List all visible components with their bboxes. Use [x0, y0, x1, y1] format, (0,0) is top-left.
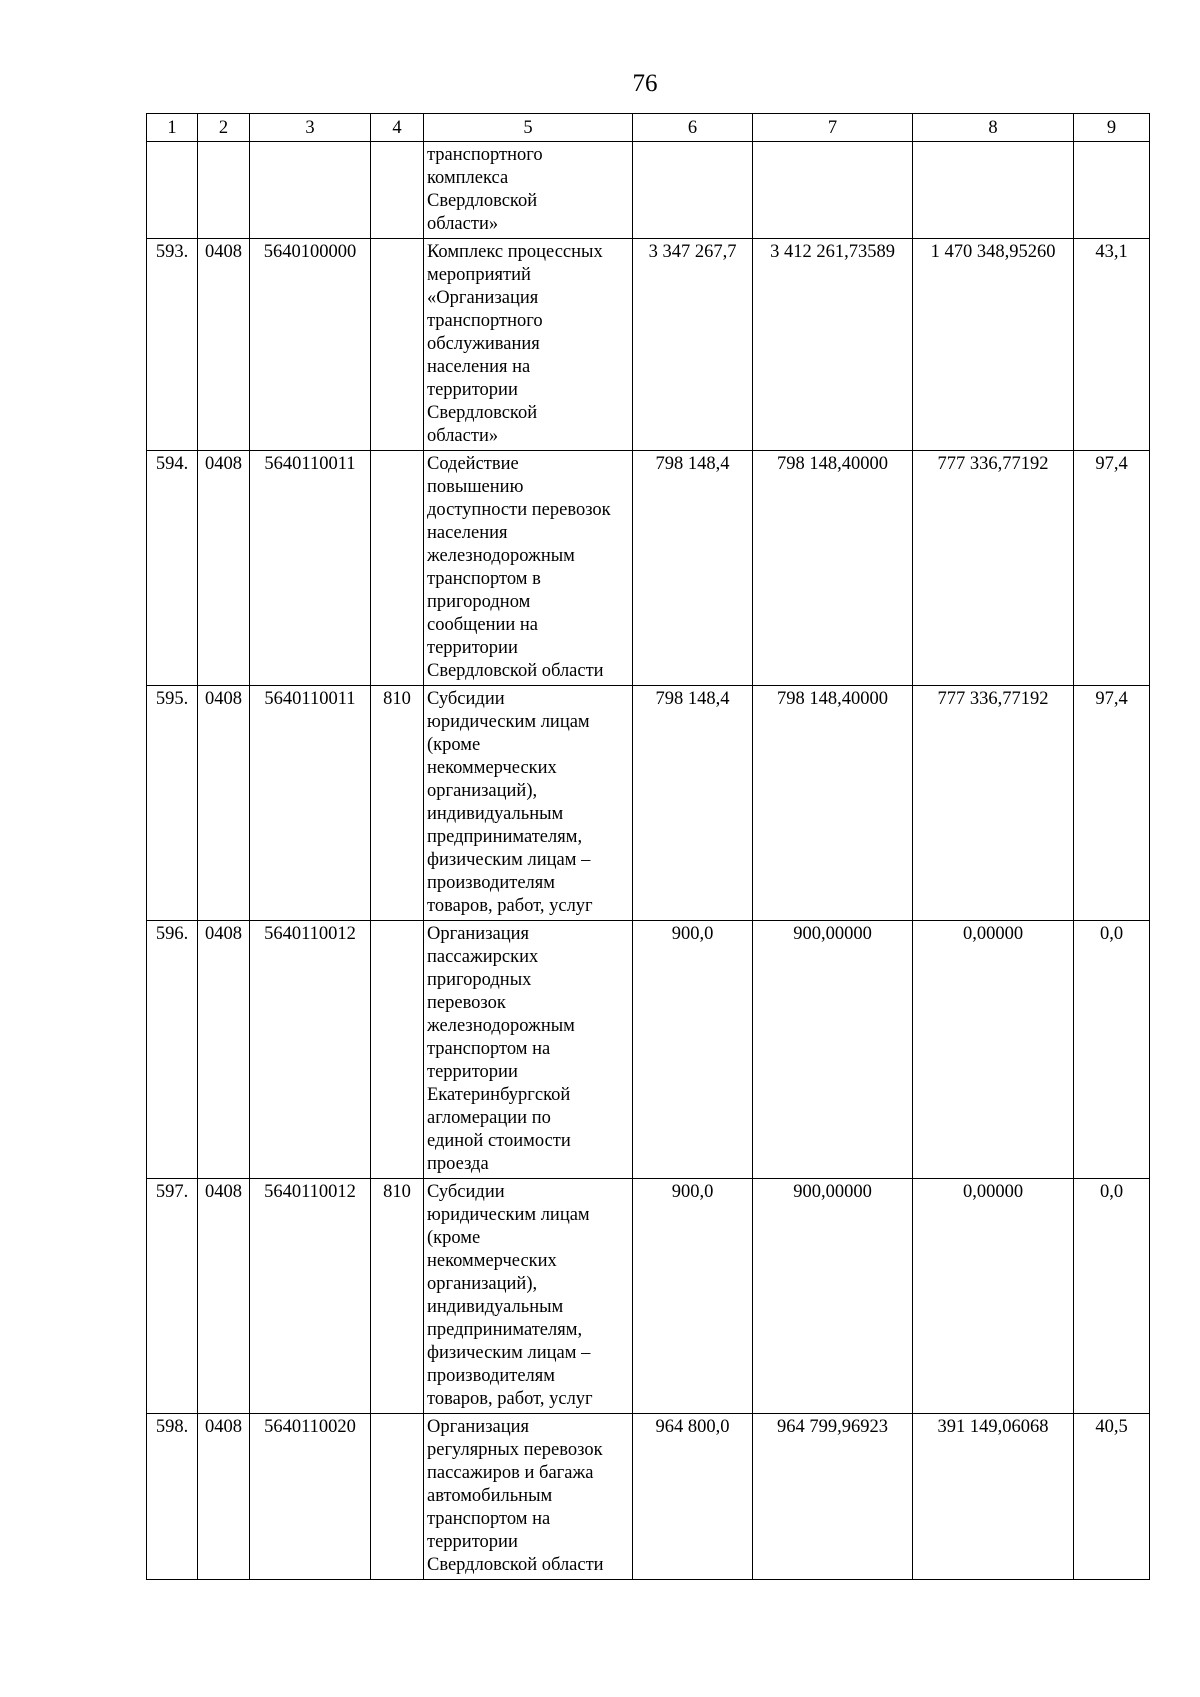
amount-col8: 1 470 348,95260	[913, 239, 1074, 451]
column-header: 9	[1074, 114, 1150, 142]
column-header: 6	[633, 114, 753, 142]
item-name-line: железнодорожным	[427, 546, 575, 566]
item-name-line: некоммерческих	[427, 1251, 557, 1271]
item-name-line: единой стоимости	[427, 1131, 571, 1151]
amount-col6: 900,0	[633, 921, 753, 1179]
amount-col7: 798 148,40000	[753, 451, 913, 686]
item-name-line: проезда	[427, 1154, 489, 1174]
row-number: 594.	[147, 451, 198, 686]
item-name-line: (кроме	[427, 1228, 481, 1248]
item-name-line: Екатеринбургской	[427, 1085, 571, 1105]
table-row	[147, 921, 1150, 1179]
target-article-code	[250, 142, 371, 239]
amount-col7: 900,00000	[753, 921, 913, 1179]
item-name	[424, 451, 633, 686]
section-code: 0408	[198, 239, 250, 451]
percent-col9	[1074, 142, 1150, 239]
item-name-line: территории	[427, 1062, 518, 1082]
item-name-line: сообщении на	[427, 615, 539, 635]
column-header: 3	[250, 114, 371, 142]
section-code	[198, 142, 250, 239]
section-code: 0408	[198, 1414, 250, 1580]
item-name-line: перевозок	[427, 993, 506, 1013]
table-row	[147, 1179, 1150, 1414]
target-article-code: 5640110012	[250, 1179, 371, 1414]
item-name-line: транспортного	[427, 145, 543, 165]
table-row	[147, 1414, 1150, 1580]
column-header: 5	[424, 114, 633, 142]
item-name-line: «Организация	[427, 288, 539, 308]
item-name-line: области»	[427, 214, 499, 234]
item-name-line: транспортного	[427, 311, 543, 331]
percent-col9: 43,1	[1074, 239, 1150, 451]
item-name-line: Свердловской	[427, 403, 538, 423]
item-name-line: физическим лицам –	[427, 1343, 591, 1363]
item-name-line: территории	[427, 638, 518, 658]
item-name-line: товаров, работ, услуг	[427, 896, 593, 916]
amount-col6: 798 148,4	[633, 451, 753, 686]
item-name-line: доступности перевозок	[427, 500, 611, 520]
amount-col6: 798 148,4	[633, 686, 753, 921]
percent-col9: 0,0	[1074, 1179, 1150, 1414]
amount-col7: 964 799,96923	[753, 1414, 913, 1580]
item-name-line: организаций),	[427, 781, 538, 801]
item-name-line: мероприятий	[427, 265, 531, 285]
item-name-line: юридическим лицам	[427, 1205, 590, 1225]
item-name	[424, 921, 633, 1179]
row-number: 595.	[147, 686, 198, 921]
column-header: 4	[371, 114, 424, 142]
column-header: 2	[198, 114, 250, 142]
table-body	[147, 142, 1150, 1580]
expense-type-code: 810	[371, 1179, 424, 1414]
percent-col9: 40,5	[1074, 1414, 1150, 1580]
row-number	[147, 142, 198, 239]
item-name-line: транспортом в	[427, 569, 541, 589]
page-number: 76	[632, 70, 658, 97]
amount-col6: 964 800,0	[633, 1414, 753, 1580]
section-code: 0408	[198, 921, 250, 1179]
expense-type-code	[371, 142, 424, 239]
header-row	[147, 114, 1150, 142]
column-header: 8	[913, 114, 1074, 142]
item-name-line: некоммерческих	[427, 758, 557, 778]
item-name-line: Организация	[427, 1417, 530, 1437]
item-name-line: территории	[427, 380, 518, 400]
column-header: 1	[147, 114, 198, 142]
section-code: 0408	[198, 451, 250, 686]
amount-col7	[753, 142, 913, 239]
amount-col6: 900,0	[633, 1179, 753, 1414]
expense-type-code	[371, 1414, 424, 1580]
item-name-line: индивидуальным	[427, 804, 564, 824]
expense-type-code	[371, 921, 424, 1179]
percent-col9: 97,4	[1074, 686, 1150, 921]
amount-col8: 0,00000	[913, 1179, 1074, 1414]
item-name-line: организаций),	[427, 1274, 538, 1294]
item-name	[424, 686, 633, 921]
item-name-line: пригородном	[427, 592, 531, 612]
amount-col6: 3 347 267,7	[633, 239, 753, 451]
amount-col8: 391 149,06068	[913, 1414, 1074, 1580]
section-code: 0408	[198, 686, 250, 921]
item-name-line: производителям	[427, 1366, 555, 1386]
item-name	[424, 239, 633, 451]
amount-col8	[913, 142, 1074, 239]
item-name-line: территории	[427, 1532, 518, 1552]
item-name-line: повышению	[427, 477, 524, 497]
item-name-line: комплекса	[427, 168, 509, 188]
table-row	[147, 451, 1150, 686]
item-name-line: Свердловской	[427, 191, 538, 211]
item-name-line: Содействие	[427, 454, 519, 474]
item-name	[424, 1179, 633, 1414]
item-name-line: производителям	[427, 873, 555, 893]
item-name-line: юридическим лицам	[427, 712, 590, 732]
item-name-line: (кроме	[427, 735, 481, 755]
amount-col8: 0,00000	[913, 921, 1074, 1179]
item-name-line: транспортом на	[427, 1509, 551, 1529]
item-name-line: области»	[427, 426, 499, 446]
item-name-line: населения на	[427, 357, 531, 377]
item-name-line: автомобильным	[427, 1486, 553, 1506]
target-article-code: 5640110012	[250, 921, 371, 1179]
item-name-line: предпринимателям,	[427, 827, 583, 847]
row-number: 597.	[147, 1179, 198, 1414]
item-name-line: товаров, работ, услуг	[427, 1389, 593, 1409]
item-name-line: пассажиров и багажа	[427, 1463, 594, 1483]
item-name-line: Комплекс процессных	[427, 242, 603, 262]
target-article-code: 5640110011	[250, 451, 371, 686]
item-name-line: Организация	[427, 924, 530, 944]
item-name-line: железнодорожным	[427, 1016, 575, 1036]
item-name-line: обслуживания	[427, 334, 540, 354]
item-name	[424, 142, 633, 239]
expense-type-code: 810	[371, 686, 424, 921]
item-name-line: Свердловской области	[427, 1555, 604, 1575]
amount-col8: 777 336,77192	[913, 451, 1074, 686]
item-name-line: Субсидии	[427, 689, 505, 709]
amount-col7: 3 412 261,73589	[753, 239, 913, 451]
target-article-code: 5640110020	[250, 1414, 371, 1580]
amount-col7: 900,00000	[753, 1179, 913, 1414]
item-name-line: агломерации по	[427, 1108, 551, 1128]
item-name-line: индивидуальным	[427, 1297, 564, 1317]
item-name-line: физическим лицам –	[427, 850, 591, 870]
amount-col8: 777 336,77192	[913, 686, 1074, 921]
row-number: 596.	[147, 921, 198, 1179]
table-row	[147, 142, 1150, 239]
item-name-line: пригородных	[427, 970, 532, 990]
item-name-line: предпринимателям,	[427, 1320, 583, 1340]
item-name-line: Свердловской области	[427, 661, 604, 681]
expense-type-code	[371, 239, 424, 451]
item-name-line: пассажирских	[427, 947, 539, 967]
budget-table	[146, 113, 1150, 1580]
item-name-line: транспортом на	[427, 1039, 551, 1059]
row-number: 593.	[147, 239, 198, 451]
percent-col9: 0,0	[1074, 921, 1150, 1179]
item-name-line: Субсидии	[427, 1182, 505, 1202]
section-code: 0408	[198, 1179, 250, 1414]
item-name-line: регулярных перевозок	[427, 1440, 603, 1460]
target-article-code: 5640100000	[250, 239, 371, 451]
item-name-line: населения	[427, 523, 508, 543]
expense-type-code	[371, 451, 424, 686]
amount-col7: 798 148,40000	[753, 686, 913, 921]
row-number: 598.	[147, 1414, 198, 1580]
amount-col6	[633, 142, 753, 239]
table-row	[147, 239, 1150, 451]
percent-col9: 97,4	[1074, 451, 1150, 686]
target-article-code: 5640110011	[250, 686, 371, 921]
item-name	[424, 1414, 633, 1580]
table-row	[147, 686, 1150, 921]
column-header: 7	[753, 114, 913, 142]
